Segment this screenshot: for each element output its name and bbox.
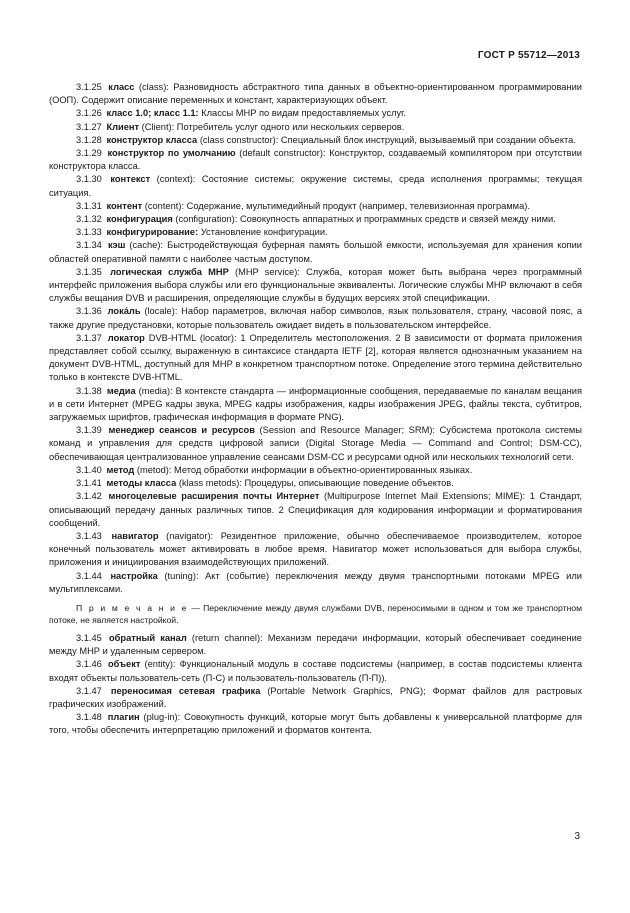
entry-definition: (class constructor): Специальный блок инструкций, вызываемый при создании объекта. [197,134,576,145]
entry-term: метод [106,464,135,475]
definition-entry [49,200,582,213]
definition-entry [49,711,582,737]
entry-number: 3.1.48 [76,712,102,723]
entry-number: 3.1.32 [76,214,102,225]
entry-definition: DVB-HTML (locator): 1 Определитель местоположения. 2 В зависимости от формата приложения представляет собой ссылку, выраженную в синтаксисе стандарта IETF [2], которая является однозначным указанием на документ DVB-HTML, доступный для МНР в конкретном транспортном потоке. Определение этого термина действительно только в контексте DVB-HTML. [49,332,582,383]
entry-number: 3.1.39 [76,425,102,436]
entry-term: плагин [107,712,140,723]
entry-definition: (return channel): Механизм передачи информации, который обеспечивает соединение между МНР и удаленным сервером. [49,632,582,657]
entry-definition: (locale): Набор параметров, включая набор символов, язык пользователя, страну, часовой пояс, а также другие предустановки, которые пользователь ожидает видеть в пользовательском интерфейсе. [49,306,582,330]
entry-definition: (MHP service): Служба, которая может быть выбрана через программный интерфейс приложения выбора службы или его функциональные эквиваленты. Логические службы МНР включают в себя службы вещания DVB и расширения, определяющие службы в будущих версиях этой спецификации. [49,266,582,304]
entry-term: настройка [110,570,158,581]
entry-term: локатор [107,332,145,343]
entry-term: контент [106,200,143,211]
definitions-list [49,81,582,596]
entry-term: навигатор [111,530,159,541]
entry-number: 3.1.25 [76,82,102,92]
definition-entry [49,121,582,134]
entry-definition: Установление конфигурации. [198,227,328,238]
entry-number: 3.1.30 [76,174,102,185]
definition-entry [49,464,582,477]
entry-definition: (context): Состояние системы; окружение системы, среда исполнения программы; текущая ситуация. [49,174,582,198]
entry-term: методы класса [106,478,177,489]
entry-number: 3.1.42 [76,491,102,502]
entry-term: класс [108,82,135,92]
entry-number: 3.1.46 [76,659,102,670]
entry-term: лока́ль [107,306,141,317]
entry-term: переносимая сетевая графика [110,685,261,696]
definition-entry [49,226,582,239]
definition-entry [49,147,582,173]
entry-term: конструктор класса [106,134,198,145]
entry-number: 3.1.33 [76,227,102,238]
entry-definition: Классы МНР по видам предоставляемых услуг. [198,108,407,119]
entry-term: кэш [107,240,126,251]
entry-term: конфигурирование: [106,227,199,238]
definition-entry [49,134,582,147]
definition-entry [49,658,582,684]
entry-term: объект [107,659,141,670]
entry-term: класс 1.0; класс 1.1: [106,108,199,119]
entry-definition: (Client): Потребитель услуг одного или нескольких серверов. [139,121,405,132]
entry-term: медиа [106,385,136,396]
definition-entry [49,266,582,306]
entry-number: 3.1.40 [76,464,102,475]
definition-entry [49,530,582,570]
definition-entry [49,570,582,596]
document-header: ГОСТ Р 55712—2013 [477,50,580,61]
entry-definition: (Portable Network Graphics, PNG); Формат файлов для растровых графических изображений. [49,685,582,709]
entry-number: 3.1.45 [76,632,102,643]
entry-definition: (metod): Метод обработки информации в объектно-ориентированных языках. [134,464,473,475]
page-number: 3 [574,831,580,842]
entry-definition: (entity): Функциональный модуль в составе подсистемы (например, в состав подсистемы клиента входят объекты пользователь-сеть (П-С) и пользователь-пользователь (П-П)). [49,659,582,683]
definition-entry [49,685,582,711]
entry-number: 3.1.44 [76,570,102,581]
entry-definition: (klass metods): Процедуры, описывающие поведение объектов. [176,478,454,489]
entry-term: менеджер сеансов и ресурсов [108,425,255,436]
entry-number: 3.1.29 [76,148,102,159]
entry-definition: (navigator): Резидентное приложение, обычно обеспечиваемое производителем, которое конечный пользователь может активировать в любое время. Навигатор может использоваться для выбора службы, приложения и инициирования взаимодействующих приложений. [49,530,582,568]
entry-term: Клиент [106,121,140,132]
note-label: П р и м е ч а н и е [76,602,189,613]
entry-number: 3.1.41 [76,478,102,489]
definition-entry [49,107,582,120]
entry-term: конфигурация [106,214,173,225]
entry-definition: (tuning): Акт (событие) переключения между двумя транспортными потоками MPEG или мультиплексами. [49,570,582,594]
entry-number: 3.1.37 [76,332,102,343]
entry-definition: (default constructor): Конструктор, создаваемый компилятором при отсутствии конструктора класса. [49,148,582,172]
entry-number: 3.1.47 [76,685,102,696]
entry-definition: (content): Содержание, мультимедийный продукт (например, телевизионная программа). [142,200,530,211]
definition-entry [49,305,582,331]
entry-number: 3.1.27 [76,121,102,132]
entry-number: 3.1.26 [76,108,102,119]
entry-term: многоцелевые расширения почты Интернет [108,491,320,502]
definitions-list-continued [49,632,582,738]
definition-entry [49,81,582,107]
entry-term: контекст [110,174,151,185]
note [49,602,582,626]
entry-number: 3.1.36 [76,306,102,317]
entry-number: 3.1.43 [76,530,102,541]
definition-entry [49,173,582,199]
definition-entry [49,213,582,226]
entry-definition: (Session and Resource Manager; SRM): Субсистема протокола системы команд и управления для средств цифровой записи (Digital Storage Media — Command and Control; DSM-CC), обеспечивающая централизованное управление сеансами DSM-CC и ресурсами одной или нескольких технологий сети. [49,425,582,462]
entry-number: 3.1.28 [76,134,102,145]
entry-term: обратный канал [109,632,187,643]
entry-term: логическая служба МНР [110,266,229,277]
entry-number: 3.1.38 [76,385,102,396]
entry-definition: (media): В контексте стандарта — информационные сообщения, передаваемые по каналам вещания и в сети Интернет (MPEG кадры звука, MPEG кадры изображения, кадры изображения JPEG, файлы текста, субтитров, загружаемых шрифтов, графическая информация в формате PNG). [49,385,582,423]
definition-entry [49,477,582,490]
entry-definition: (configuration): Совокупность аппаратных и программных средств и связей между ними. [172,214,556,225]
definition-entry [49,424,582,464]
entry-number: 3.1.35 [76,266,102,277]
note-text: — Переключение между двумя службами DVB, переносимыми в одном и том же транспортном потоке, не является настройкой. [49,602,583,625]
entry-definition: (cache): Быстродействующая буферная память большой емкости, используемая для хранения копии областей оперативной памяти с наиболее частым доступом. [49,240,582,264]
entry-definition: (Multipurpose Internet Mail Extensions; MIME): 1 Стандарт, описывающий передачу данных различных типов. 2 Спецификация для кодирования информации и форматирования сообщений. [49,491,582,528]
entry-number: 3.1.34 [76,240,102,251]
definition-entry [49,490,582,530]
entry-number: 3.1.31 [76,200,102,211]
definition-entry [49,239,582,265]
definition-entry [49,632,582,658]
entry-definition: (class): Разновидность абстрактного типа данных в объектно-ориентированном программировании (ООП). Содержит описание переменных и констант, характеризующих объект. [49,82,582,106]
definition-entry [49,332,582,385]
document-body [49,81,582,738]
entry-definition: (plug-in): Совокупность функций, которые могут быть добавлены к универсальной платформе для того, чтобы обеспечить интерпретацию приложений и форматов контента. [49,712,582,736]
definition-entry [49,385,582,425]
entry-term: конструктор по умолчанию [107,148,236,159]
